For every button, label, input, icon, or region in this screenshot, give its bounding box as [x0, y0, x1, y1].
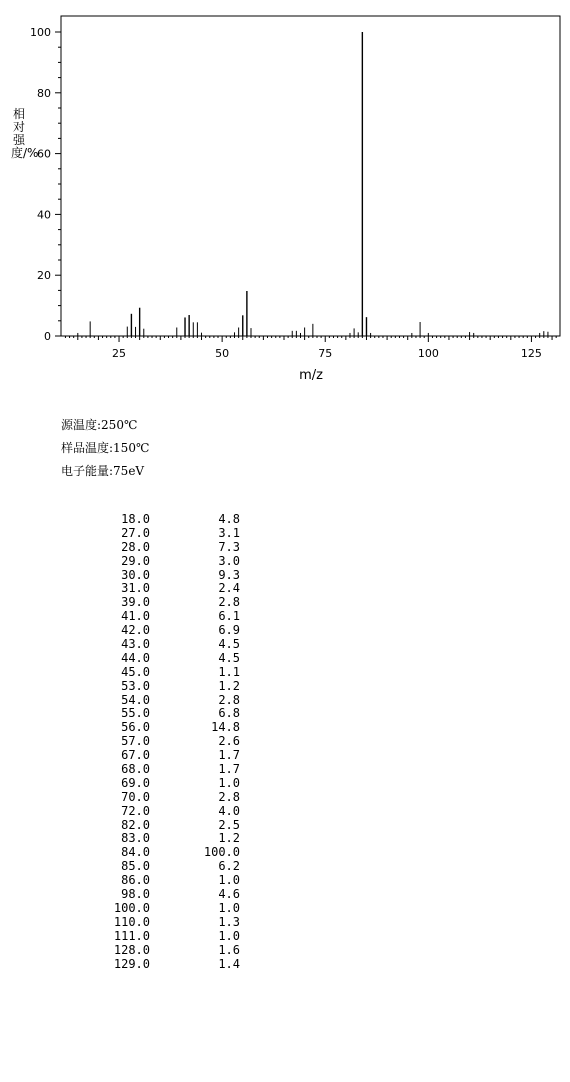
peak-intensity: 1.6 — [218, 942, 240, 957]
peak-mz: 128.0 — [113, 942, 150, 957]
peak-mz: 54.0 — [121, 692, 150, 707]
y-tick-label: 80 — [37, 86, 51, 100]
peak-intensity: 1.7 — [218, 748, 240, 763]
param-sample-temperature — [61, 437, 149, 460]
table-row — [96, 666, 240, 680]
peak-intensity: 6.1 — [218, 609, 240, 624]
peak-intensity: 1.3 — [218, 914, 240, 929]
table-row — [96, 888, 240, 902]
table-row — [96, 555, 240, 569]
param-source-temperature — [61, 414, 149, 437]
peak-mz: 44.0 — [121, 650, 150, 665]
peak-table — [96, 513, 240, 971]
peak-mz: 45.0 — [121, 664, 150, 679]
table-row — [96, 860, 240, 874]
x-tick-label: 125 — [520, 347, 542, 360]
peak-mz: 39.0 — [121, 595, 150, 610]
x-tick-label: 75 — [318, 347, 333, 360]
peak-mz: 111.0 — [113, 928, 150, 943]
peak-mz: 56.0 — [121, 720, 150, 735]
peak-intensity: 2.8 — [218, 692, 240, 707]
table-row — [96, 652, 240, 666]
table-row — [96, 749, 240, 763]
peak-mz: 100.0 — [113, 900, 150, 915]
peak-intensity: 1.2 — [218, 831, 240, 846]
peak-mz: 30.0 — [121, 567, 150, 582]
table-row — [96, 930, 240, 944]
peak-mz: 43.0 — [121, 637, 150, 652]
peak-intensity: 4.6 — [218, 887, 240, 902]
peak-intensity: 2.5 — [218, 817, 240, 832]
peak-intensity: 1.0 — [218, 873, 240, 888]
y-tick-label: 100 — [30, 26, 51, 39]
peak-intensity: 1.2 — [218, 678, 240, 693]
x-tick-label: 50 — [215, 347, 230, 360]
peak-intensity: 4.0 — [218, 803, 240, 818]
peak-mz: 69.0 — [121, 775, 150, 790]
peak-mz: 86.0 — [121, 873, 150, 888]
y-tick-label: 0 — [44, 330, 51, 343]
peak-mz: 55.0 — [121, 706, 150, 721]
peak-intensity: 3.1 — [218, 525, 240, 540]
x-axis — [65, 336, 556, 360]
x-axis-label: m/z — [299, 368, 323, 383]
mass-spectrum-chart — [0, 0, 570, 400]
peak-mz: 27.0 — [121, 525, 150, 540]
table-row — [96, 721, 240, 735]
plot-frame — [61, 16, 560, 336]
peak-intensity: 100.0 — [203, 845, 240, 860]
peak-intensity: 1.7 — [218, 762, 240, 777]
peak-intensity: 2.8 — [218, 789, 240, 804]
peak-intensity: 2.6 — [218, 734, 240, 749]
param-label: 样品温度: — [61, 441, 114, 455]
param-value: 250℃ — [101, 418, 138, 432]
table-row — [96, 624, 240, 638]
peak-intensity: 2.4 — [218, 581, 240, 596]
table-row — [96, 694, 240, 708]
table-row — [96, 527, 240, 541]
peak-intensity: 2.8 — [218, 595, 240, 610]
peak-intensity: 3.0 — [218, 553, 240, 568]
peak-mz: 29.0 — [121, 553, 150, 568]
table-row — [96, 707, 240, 721]
x-tick-label: 100 — [417, 347, 439, 360]
peak-intensity: 1.0 — [218, 928, 240, 943]
param-electron-energy — [61, 460, 149, 483]
peak-intensity: 1.4 — [218, 956, 240, 971]
peak-mz: 129.0 — [113, 956, 150, 971]
peak-mz: 110.0 — [113, 914, 150, 929]
instrument-parameters — [61, 414, 149, 483]
peak-mz: 31.0 — [121, 581, 150, 596]
peak-intensity: 1.0 — [218, 775, 240, 790]
table-row — [96, 819, 240, 833]
peak-intensity: 6.9 — [218, 623, 240, 638]
table-row — [96, 582, 240, 596]
peak-mz: 70.0 — [121, 789, 150, 804]
y-tick-label: 60 — [37, 147, 51, 161]
peak-intensity: 9.3 — [218, 567, 240, 582]
peak-intensity: 14.8 — [211, 720, 240, 735]
peak-mz: 18.0 — [121, 512, 150, 526]
table-row — [96, 541, 240, 555]
peak-mz: 85.0 — [121, 859, 150, 874]
peak-mz: 68.0 — [121, 762, 150, 777]
x-tick-label: 25 — [112, 347, 127, 360]
peak-intensity: 1.0 — [218, 900, 240, 915]
y-axis — [30, 26, 61, 343]
table-row — [96, 805, 240, 819]
param-value: 75eV — [113, 464, 145, 478]
table-row — [96, 596, 240, 610]
table-row — [96, 874, 240, 888]
table-row — [96, 513, 240, 527]
param-label: 电子能量: — [61, 464, 114, 478]
peak-mz: 41.0 — [121, 609, 150, 624]
peak-intensity: 4.5 — [218, 650, 240, 665]
peak-mz: 67.0 — [121, 748, 150, 763]
peak-mz: 28.0 — [121, 539, 150, 554]
table-row — [96, 610, 240, 624]
table-row — [96, 777, 240, 791]
y-axis-label: 相对强度/% — [11, 107, 39, 160]
table-row — [96, 902, 240, 916]
param-label: 源温度: — [61, 418, 102, 432]
peak-mz: 98.0 — [121, 887, 150, 902]
peak-mz: 53.0 — [121, 678, 150, 693]
peak-mz: 82.0 — [121, 817, 150, 832]
peak-intensity: 7.3 — [218, 539, 240, 554]
table-row — [96, 763, 240, 777]
peak-mz: 42.0 — [121, 623, 150, 638]
y-tick-label: 40 — [37, 208, 51, 222]
peak-mz: 84.0 — [121, 845, 150, 860]
table-row — [96, 735, 240, 749]
table-row — [96, 569, 240, 583]
table-row — [96, 958, 240, 972]
peak-mz: 83.0 — [121, 831, 150, 846]
param-value: 150℃ — [113, 441, 150, 455]
table-row — [96, 638, 240, 652]
peak-mz: 57.0 — [121, 734, 150, 749]
table-row — [96, 680, 240, 694]
spectrum-bars — [78, 32, 548, 336]
table-row — [96, 832, 240, 846]
peak-mz: 72.0 — [121, 803, 150, 818]
table-row — [96, 944, 240, 958]
table-row — [96, 791, 240, 805]
peak-intensity: 4.5 — [218, 637, 240, 652]
peak-intensity: 4.8 — [218, 512, 240, 526]
peak-intensity: 6.8 — [218, 706, 240, 721]
peak-intensity: 6.2 — [218, 859, 240, 874]
y-tick-label: 20 — [37, 269, 51, 283]
peak-intensity: 1.1 — [218, 664, 240, 679]
table-row — [96, 846, 240, 860]
table-row — [96, 916, 240, 930]
